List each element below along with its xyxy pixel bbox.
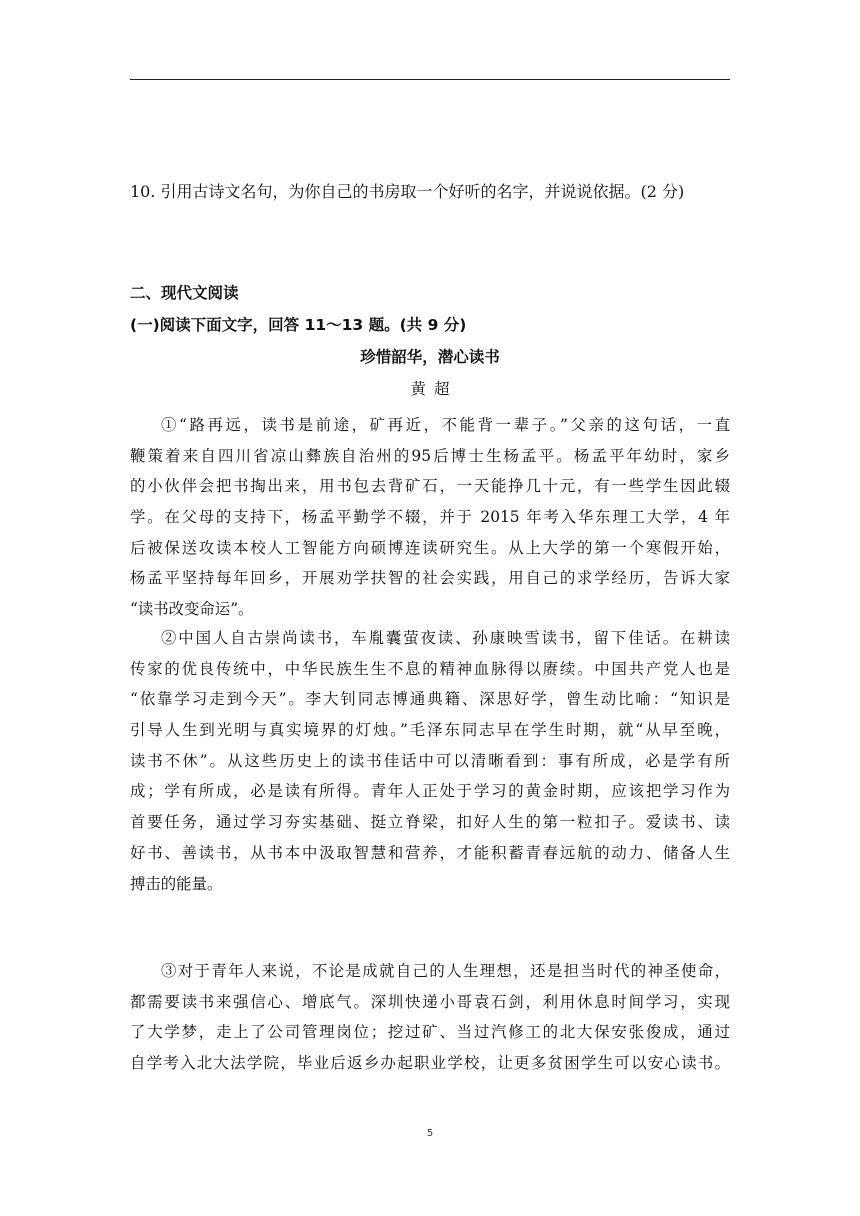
paragraph-line: 杨孟平坚持每年回乡，开展劝学扶智的社会实践，用自己的求学经历，告诉大家 [130, 569, 730, 588]
paragraph-line: ①“路再远，读书是前途，矿再近，不能背一辈子。”父亲的这句话，一直 [161, 416, 730, 434]
paragraph-line: 首要任务，通过学习夯实基础、挺立脊梁，扣好人生的第一粒扣子。爱读书、读 [130, 813, 730, 832]
paragraph-line: “读书改变命运”。 [130, 600, 254, 619]
paragraph-1 [130, 410, 730, 625]
article-author: 黄超 [410, 380, 458, 398]
paragraph-line: 好书、善读书，从书本中汲取智慧和营养，才能积蓄青春远航的动力、储备人生 [130, 843, 730, 862]
paragraph-line: ③对于青年人来说，不论是成就自己的人生理想，还是担当时代的神圣使命， [161, 962, 730, 980]
paragraph-line: 传家的优良传统中，中华民族生生不息的精神血脉得以赓续。中国共产党人也是 [130, 659, 730, 678]
page-number: 5 [426, 1128, 434, 1139]
paragraph-2 [130, 623, 730, 899]
paragraph-line: 学。在父母的支持下，杨孟平勤学不辍，并于 2015 年考入华东理工大学，4 年 [130, 508, 730, 527]
paragraph-line: “依靠学习走到今天”。李大钊同志博通典籍、深思好学，曾生动比喻：“知识是 [130, 690, 730, 709]
section-title: 二、现代文阅读 [130, 284, 239, 302]
paragraph-line: 的小伙伴会把书掏出来，用书包去背矿石，一天能挣几十元，有一些学生因此辍 [130, 477, 730, 496]
paragraph-line: 成；学有所成，必是读有所得。青年人正处于学习的黄金时期，应该把学习作为 [130, 782, 730, 801]
section-subtitle: (一)阅读下面文字，回答 11～13 题。(共 9 分) [130, 316, 467, 334]
paragraph-3 [130, 956, 730, 1079]
article-title: 珍惜韶华，潜心读书 [360, 348, 500, 366]
paragraph-line: 搏击的能量。 [130, 874, 223, 893]
paragraph-line: 读书不休”。从这些历史上的读书佳话中可以清晰看到：事有所成，必是学有所 [130, 751, 730, 770]
paragraph-line: 引导人生到光明与真实境界的灯烛。”毛泽东同志早在学生时期，就“从早至晚， [130, 721, 730, 740]
question-10: 10. 引用古诗文名句，为你自己的书房取一个好听的名字，并说说依据。(2 分) [130, 182, 685, 201]
paragraph-line: 都需要读书来强信心、增底气。深圳快递小哥袁石剑，利用休息时间学习，实现 [130, 992, 730, 1011]
paragraph-line: 自学考入北大法学院，毕业后返乡办起职业学校，让更多贫困学生可以安心读书。 [130, 1054, 730, 1073]
paragraph-line: 后被保送攻读本校人工智能方向硕博连读研究生。从上大学的第一个寒假开始， [130, 538, 730, 557]
paragraph-line: ②中国人自古崇尚读书，车胤囊萤夜读、孙康映雪读书，留下佳话。在耕读 [161, 629, 730, 647]
header-rule [130, 79, 730, 80]
paragraph-line: 了大学梦，走上了公司管理岗位；挖过矿、当过汽修工的北大保安张俊成，通过 [130, 1023, 730, 1042]
paragraph-line: 鞭策着来自四川省凉山彝族自治州的95后博士生杨孟平。杨孟平年幼时，家乡 [130, 446, 730, 465]
